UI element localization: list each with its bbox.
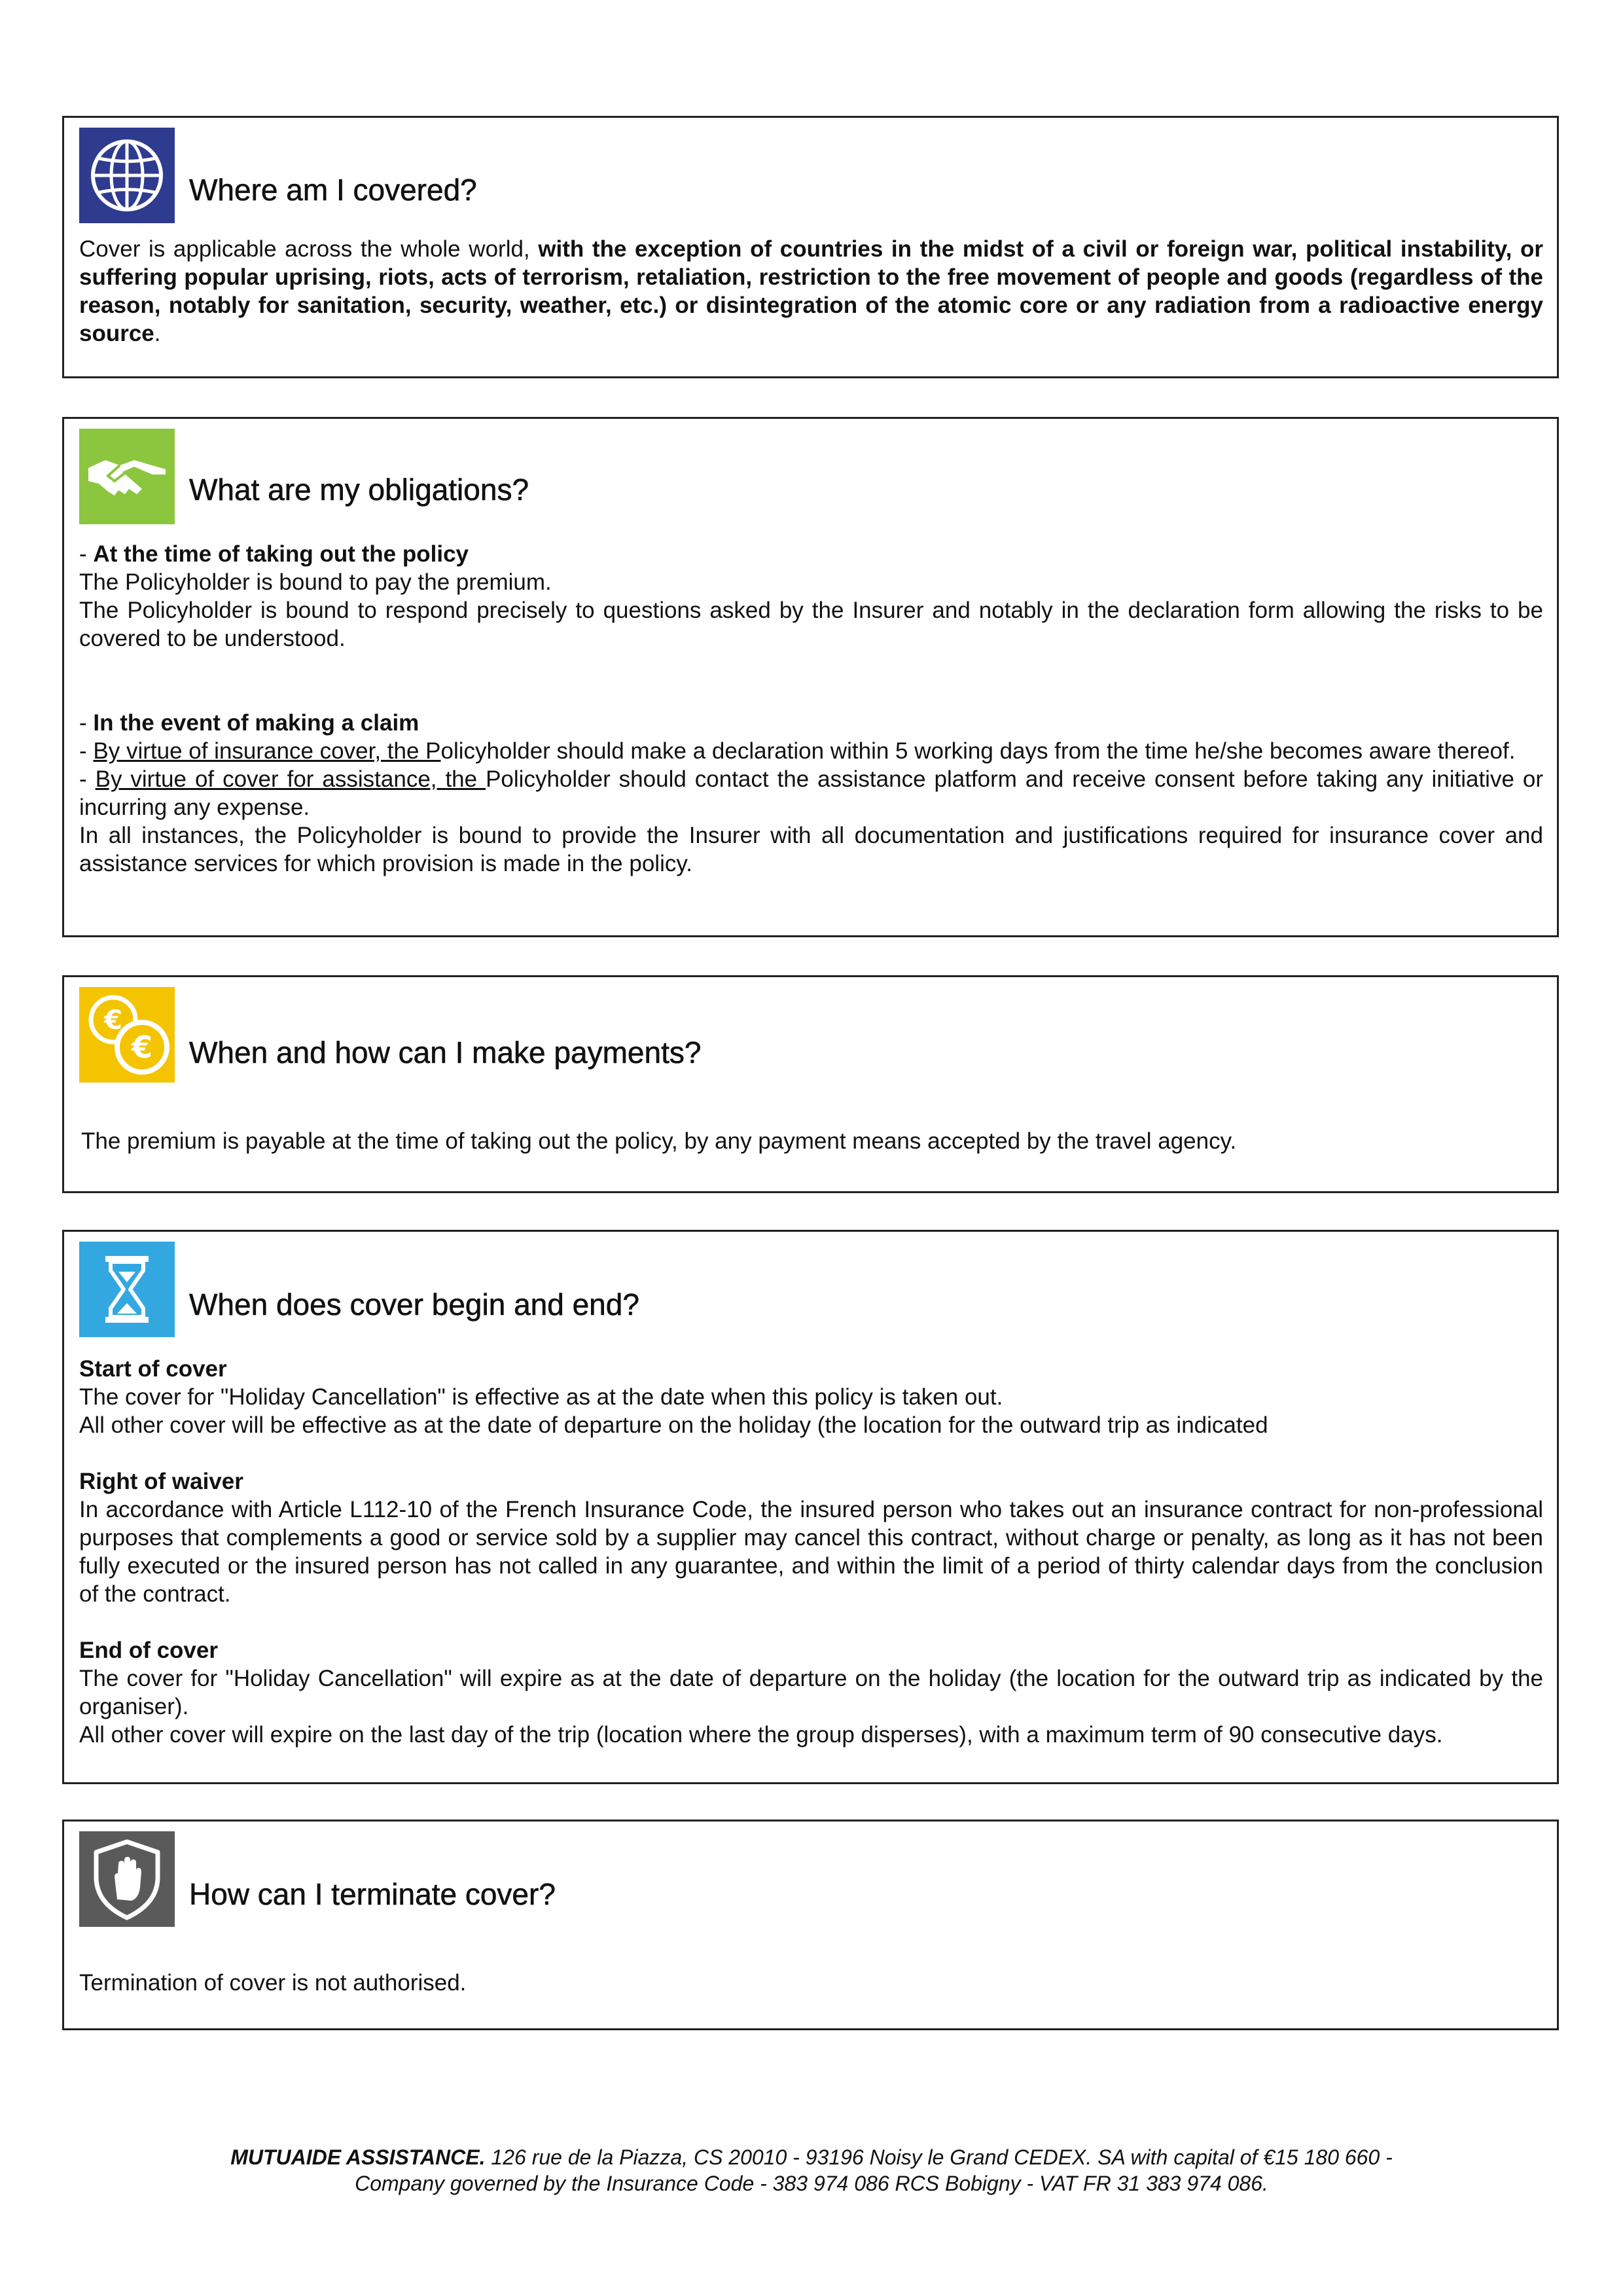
footer-line-1 xyxy=(0,2144,1623,2170)
claim-heading-line: - In the event of making a claim xyxy=(79,710,419,736)
section-obligations xyxy=(62,417,1559,937)
policy-heading-line: - At the time of taking out the policy xyxy=(79,541,469,567)
footer-company: MUTUAIDE ASSISTANCE. xyxy=(230,2145,486,2169)
section-body xyxy=(79,235,1543,348)
claim-insurance-line: - By virtue of insurance cover, the Policyholder should make a declaration within 5 working days from the time he/she becomes aware thereof. xyxy=(79,738,1516,764)
footer-address: 126 rue de la Piazza, CS 20010 - 93196 Noisy le Grand CEDEX. SA with capital of €15 180 660 - xyxy=(485,2145,1393,2169)
claim-assistance-line: - By virtue of cover for assistance, the Policyholder should contact the assistance platform and receive consent before taking any initiative or incurring any expense. xyxy=(79,766,1543,820)
end-line-1: The cover for "Holiday Cancellation" will expire as at the date of departure on the holiday (the location for the outward trip as indicated by the organiser). xyxy=(79,1666,1543,1719)
waiver-text: In accordance with Article L112-10 of the French Insurance Code, the insured person who takes out an insurance contract for non-professional purposes that complements a good or service sold by a supplier may cancel this contract, without charge or penalty, as long as it has not been fully executed or the insured person has not called in any guarantee, and within the limit of a period of thirty calendar days from the conclusion of the contract. xyxy=(79,1497,1543,1607)
hourglass-icon xyxy=(79,1242,175,1337)
section-title: When and how can I make payments? xyxy=(189,1035,702,1069)
section-body xyxy=(81,1127,1543,1155)
euro-coins-icon xyxy=(79,987,175,1083)
section-title: Where am I covered? xyxy=(189,173,477,207)
start-line-1: The cover for "Holiday Cancellation" is effective as at the date when this policy is taken out. xyxy=(79,1384,1003,1410)
handshake-icon xyxy=(79,429,175,524)
globe-icon xyxy=(79,128,175,223)
section-where-covered xyxy=(62,116,1559,378)
svg-text:€: € xyxy=(131,1030,153,1065)
terminate-text: Termination of cover is not authorised. xyxy=(79,1970,467,1996)
svg-text:€: € xyxy=(104,1005,122,1035)
section-body xyxy=(79,540,1543,878)
section-title: When does cover begin and end? xyxy=(189,1287,639,1321)
claim-documentation-line: In all instances, the Policyholder is bound to provide the Insurer with all documentation and justifications required for insurance cover and assistance services for which provision is made in the policy. xyxy=(79,823,1543,876)
body-text: Cover is applicable across the whole world, xyxy=(79,236,539,262)
start-line-2: All other cover will be effective as at the date of departure on the holiday (the location for the outward trip as indicated xyxy=(79,1412,1268,1438)
footer-line-2: Company governed by the Insurance Code - 383 974 086 RCS Bobigny - VAT FR 31 383 974 086. xyxy=(355,2172,1268,2195)
shield-hand-icon xyxy=(79,1831,175,1927)
section-title: What are my obligations? xyxy=(189,473,529,507)
end-heading: End of cover xyxy=(79,1638,218,1663)
claim-heading: In the event of making a claim xyxy=(93,710,419,736)
body-text-end: . xyxy=(154,321,161,346)
policy-line-1: The Policyholder is bound to pay the premium. xyxy=(79,569,552,595)
waiver-heading: Right of waiver xyxy=(79,1469,243,1494)
policy-heading: At the time of taking out the policy xyxy=(93,541,469,567)
end-line-2: All other cover will expire on the last day of the trip (location where the group disperses), with a maximum term of 90 consecutive days. xyxy=(79,1722,1443,1748)
exclusions-text: with the exception of countries in the midst of a civil or foreign war, political instability, or suffering popular uprising, riots, acts of terrorism, retaliation, restriction to the free movement of people and goods (regardless of the reason, notably for sanitation, security, weather, etc.) or disintegration of the atomic core or any radiation from a radioactive energy source xyxy=(79,236,1543,346)
section-cover-period xyxy=(62,1230,1559,1784)
section-terminate xyxy=(62,1820,1559,2030)
section-payments xyxy=(62,975,1559,1193)
policy-line-2: The Policyholder is bound to respond precisely to questions asked by the Insurer and notably in the declaration form allowing the risks to be covered to be understood. xyxy=(79,598,1543,651)
payments-text: The premium is payable at the time of taking out the policy, by any payment means accepted by the travel agency. xyxy=(81,1128,1237,1154)
section-body xyxy=(79,1355,1543,1749)
start-heading: Start of cover xyxy=(79,1356,227,1382)
section-title: How can I terminate cover? xyxy=(189,1877,556,1911)
page-footer xyxy=(0,2144,1623,2197)
section-body xyxy=(79,1969,1543,1997)
